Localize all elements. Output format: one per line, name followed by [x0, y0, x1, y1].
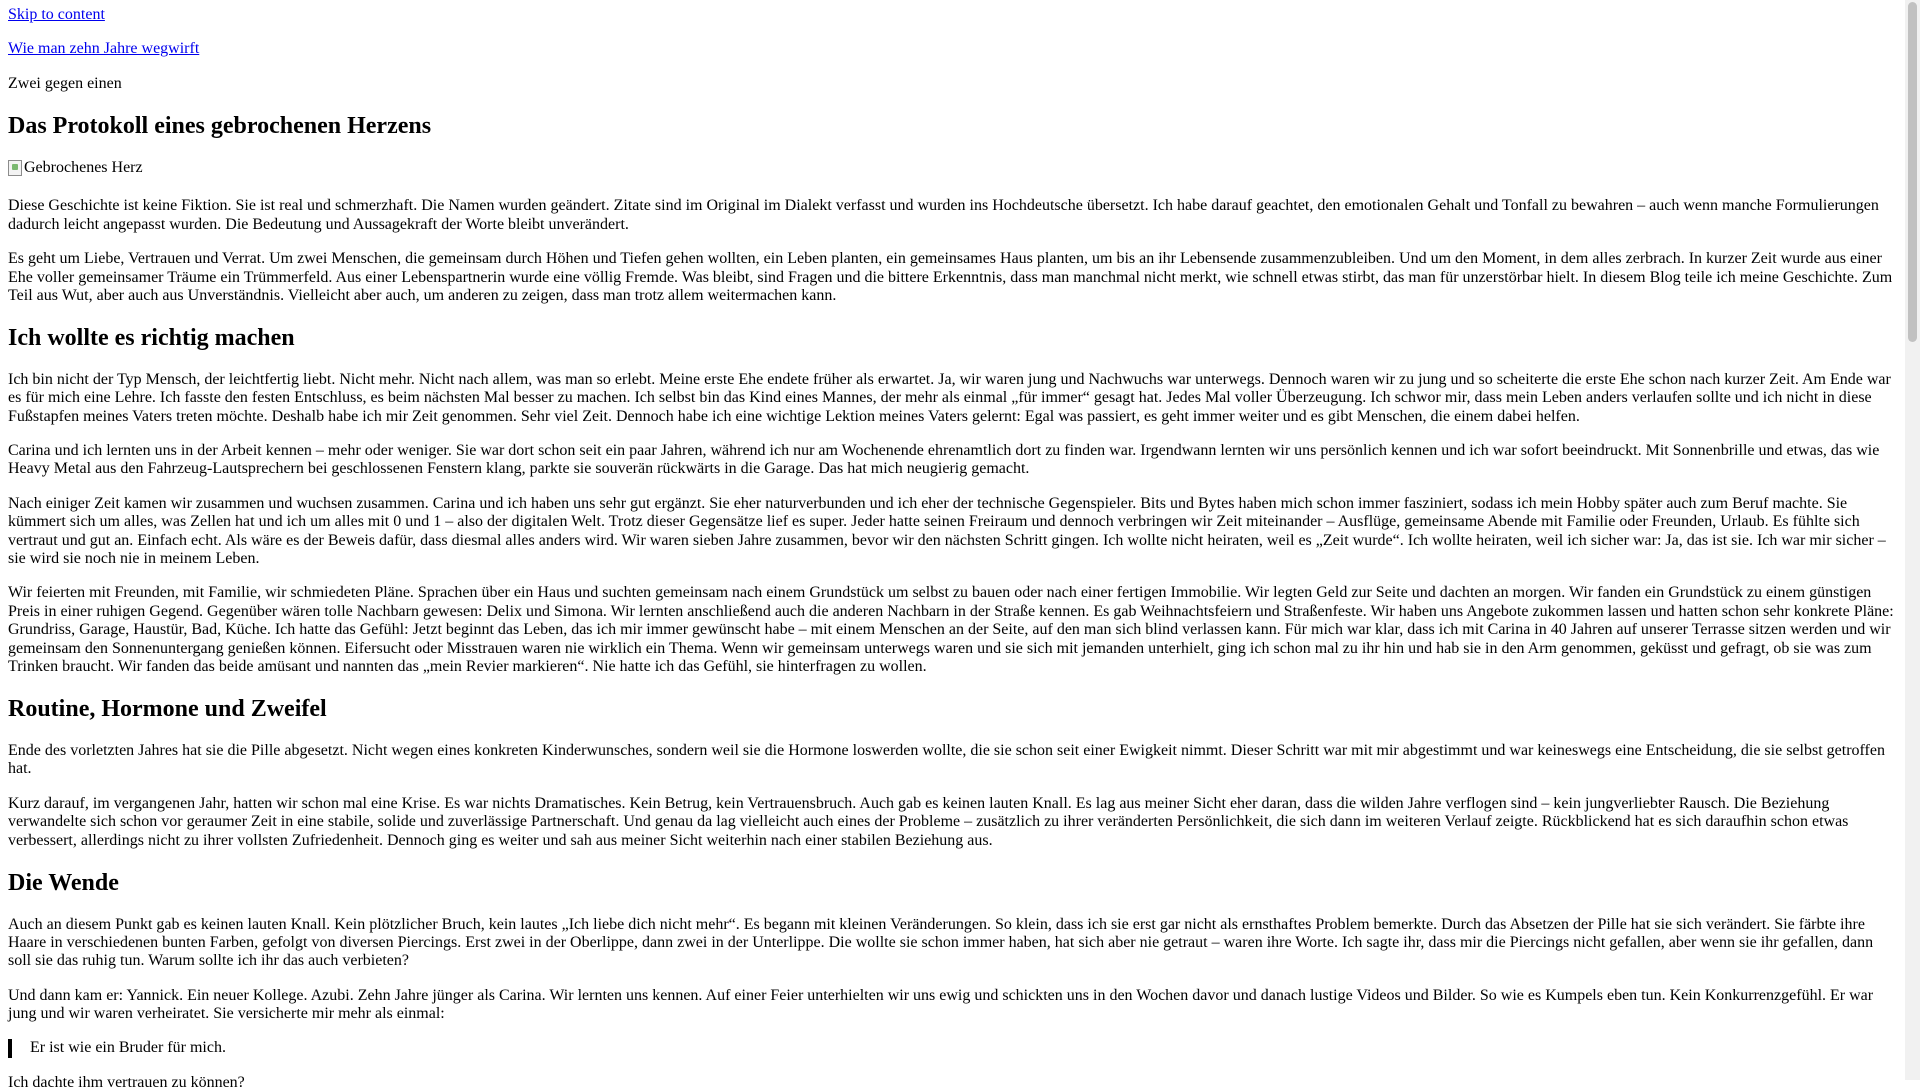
intro-paragraph: Es geht um Liebe, Vertrauen und Verrat. Um zwei Menschen, die gemeinsam durch Höhen und Tiefen gehen wollten, ein Leben planten, ein gemeinsames Haus planten, um bis an ihr Lebensende zusammenzubleiben. Und um den Moment, in dem alles zerbrach. In kurzer Zeit wurde aus einer Ehe voller gemeinsamer Träume ein Trümmerfeld. Aus einer Lebenspartnerin wurde eine völlig Fremde. Was bleibt, sind Fragen und die bittere Erkenntnis, dass man manchmal nicht merkt, wie schnell etwas stirbt, das man für unzerstörbar hielt. In diesem Blog teile ich meine Geschichte. Zum Teil aus Wut, aber auch aus Unverständnis. Vielleicht aber auch, um anderen zu zeigen, dass man trotz allem weitermachen kann. [8, 250, 1893, 304]
post-title: Das Protokoll eines gebrochenen Herzens [8, 113, 432, 140]
skip-link-wrapper [8, 6, 1897, 24]
quote-block [8, 1039, 1897, 1057]
section-heading: Routine, Hormone und Zweifel [8, 696, 327, 723]
vertical-scrollbar[interactable] [1905, 0, 1920, 1080]
skip-to-content-link[interactable]: Skip to content [8, 6, 105, 23]
page [0, 6, 1905, 1091]
body-paragraph: Auch an diesem Punkt gab es keinen lauten Knall. Kein plötzlicher Bruch, kein lautes „Ich liebe dich nicht mehr“. Es begann mit kleinen Veränderungen. So klein, dass ich sie erst gar nicht als ernsthaftes Problem bemerkte. Durch das Absetzen der Pille hat sie sich verändert. Sie färbte ihre Haare in verschiedenen bunten Farben, gefolgt von diversen Piercings. Erst zwei in der Oberlippe, dann zwei in der Unterlippe. Die wollte sie schon immer haben, hat sich aber nie getraut – waren ihre Worte. Ich sagte ihr, dass mir die Piercings nicht gefallen, aber wenn sie ihr gefallen, dann soll sie das ruhig tun. Warum sollte ich ihr das auch verbieten? [8, 915, 1874, 970]
section-heading: Die Wende [8, 869, 119, 896]
broken-image-icon [8, 160, 22, 176]
quote-text: Er ist wie ein Bruder für mich. [30, 1039, 226, 1057]
scrollbar-thumb[interactable] [1908, 2, 1917, 342]
body-paragraph: Wir feierten mit Freunden, mit Familie, wir schmiedeten Pläne. Sprachen über ein Haus und suchten gemeinsam nach einem Grundstück um selbst zu bauen oder nach einer fertigen Immobilie. Wir legten Geld zur Seite und dachten an morgen. Wir fanden ein Grundstück zu einem günstigen Preis in einer ruhigen Gegend. Gegenüber wären tolle Nachbarn gewesen: Delix und Simona. Wir lernten anschließend auch die anderen Nachbarn in der Straße kennen. Es gab Weihnachtsfeiern und Straßenfeste. Wir haben uns Angebote zukommen lassen und hatten schon sehr konkrete Pläne: Grundriss, Garage, Haustür, Bad, Küche. Ich hatte das Gefühl: Jetzt beginnt das Leben, das ich mir immer gewünscht habe – mit einem Menschen an der Seite, auf den man sich blind verlassen kann. Für mich war klar, dass ich mit Carina in 40 Jahren auf unserer Terrasse sitzen werden und wir gemeinsam den Sonnenuntergang genießen können. Eifersucht oder Misstrauen waren nie wirklich ein Thema. Wenn wir gemeinsam unterwegs waren und sie sich mit jemanden unterhielt, ging ich schon mal zu ihr hin und hab sie in den Arm genommen, geküsst und gefragt, ob sie was zum Trinken braucht. Wir fanden das beide amüsant und nannten das „mein Revier markieren“. Nie hatte ich das Gefühl, sie hinterfragen zu wollen. [8, 584, 1894, 675]
site-title-link[interactable]: Wie man zehn Jahre wegwirft [8, 40, 200, 58]
site-title [8, 40, 1897, 58]
body-paragraph: Ende des vorletzten Jahres hat sie die Pille abgesetzt. Nicht wegen eines konkreten Kinderwunsches, sondern weil sie die Hormone loswerden wollte, die sie schon seit einer Ewigkeit nimmt. Dieser Schritt war mit mir abgestimmt und war keineswegs eine Entscheidung, die sie selbst getroffen hat. [8, 741, 1885, 778]
featured-image [8, 159, 1897, 182]
image-alt-text: Gebrochenes Herz [24, 158, 143, 176]
body-paragraph: Kurz darauf, im vergangenen Jahr, hatten wir schon mal eine Krise. Es war nichts Dramatisches. Kein Betrug, kein Vertrauensbruch. Auch gab es keinen lauten Knall. Es lag aus meiner Sicht eher daran, dass die wilden Jahre verflogen sind – kein jungverliebter Rausch. Die Beziehung verwandelte sich schon vor geraumer Zeit in eine stabile, solide und zuverlässige Partnerschaft. Und genau da lag vielleicht auch eines der Probleme – zusätzlich zu ihrer veränderten Persönlichkeit, die sich dann im weiteren Verlauf zeigte. Rückblickend hat es sich daraufhin schon etwas verbessert, allerdings nicht zu ihrer vollsten Zufriedenheit. Dennoch ging es weiter und sah aus meiner Sicht weiterhin nach einer stabilen Beziehung aus. [8, 794, 1849, 849]
site-tagline: Zwei gegen einen [8, 74, 122, 92]
body-paragraph: Ich bin nicht der Typ Mensch, der leichtfertig liebt. Nicht mehr. Nicht nach allem, was man so erlebt. Meine erste Ehe endete früher als erwartet. Ja, wir waren jung und Nachwuchs war unterwegs. Dennoch waren wir zu jung und so scheiterte die erste Ehe schon nach kurzer Zeit. Am Ende war es für mich eine Lehre. Ich fasste den festen Entschluss, es beim nächsten Mal besser zu machen. Ich selbst bin das Kind eines Mannes, der mehr als einmal „für immer“ gesagt hat. Jedes Mal voller Überzeugung. Ich schwor mir, dass mein Leben anders verlaufen sollte und ich nicht in diese Fußstapfen meines Vaters treten möchte. Deshalb habe ich mir Zeit genommen. Sehr viel Zeit. Dennoch habe ich eine wichtige Lektion meines Vaters gelernt: Egal was passiert, es geht immer weiter und es gibt Menschen, die einem dabei helfen. [8, 370, 1891, 425]
broken-image [8, 159, 143, 177]
body-paragraph: Carina und ich lernten uns in der Arbeit kennen – mehr oder weniger. Sie war dort schon seit ein paar Jahren, während ich nur am Wochenende ehrenamtlich dort zu finden war. Irgendwann lernten wir uns persönlich kennen und ich war sofort beeindruckt. Mit Sonnenbrille und etwas, das wie Heavy Metal aus den Fahrzeug-Lautsprechern bei geschlossenen Fenstern klang, parkte sie souverän rückwärts in die Garage. Das hat mich neugierig gemacht. [8, 442, 1880, 478]
body-paragraph: Nach einiger Zeit kamen wir zusammen und wuchsen zusammen. Carina und ich haben uns sehr gut ergänzt. Sie eher naturverbunden und ich eher der technische Gegenspieler. Bits und Bytes haben mich schon immer fasziniert, sodass ich mein Hobby später auch zum Beruf machte. Sie kümmert sich um alles, was Zellen hat und ich um alles mit 0 und 1 – also der digitalen Welt. Trotz dieser Gegensätze lief es super. Jeder hatte seinen Freiraum und dennoch verbringen wir Zeit miteinander – Ausflüge, gemeinsame Abende mit Familie oder Freunden, Urlaub. Es fühlte sich vertraut und gut an. Einfach echt. Als wäre es der Beweis dafür, dass diesmal alles anders wird. Wir waren sieben Jahre zusammen, bevor wir den nächsten Schritt gingen. Ich wollte nicht heiraten, weil es „Zeit wurde“. Ich wollte heiraten, weil ich sicher war: Ja, das ist sie. Ich war mir sicher – sie wird sie noch nie in meinem Leben. [8, 494, 1886, 568]
main-content [8, 113, 1897, 1092]
intro-paragraph: Diese Geschichte ist keine Fiktion. Sie ist real und schmerzhaft. Die Namen wurden geändert. Zitate sind im Original im Dialekt verfasst und wurden ins Hochdeutsche übersetzt. Ich habe darauf geachtet, den emotionalen Gehalt und Tonfall zu bewahren – auch wenn manche Formulierungen dadurch leicht angepasst wurden. Die Bedeutung und Aussagekraft der Worte bleibt unverändert. [8, 197, 1879, 233]
section-heading: Ich wollte es richtig machen [8, 325, 295, 352]
body-paragraph: Und dann kam er: Yannick. Ein neuer Kollege. Azubi. Zehn Jahre jünger als Carina. Wir lernten uns kennen. Auf einer Feier unterhielten wir uns ewig und schickten uns in den Wochen davor und danach lustige Videos und Bilder. So wie es Kumpels eben tun. Kein Konkurrenzgefühl. Er war jung und wir waren verheiratet. Sie versicherte mir mehr als einmal: [8, 986, 1874, 1023]
body-paragraph-cut: Ich dachte ihm vertrauen zu können? [8, 1073, 245, 1091]
